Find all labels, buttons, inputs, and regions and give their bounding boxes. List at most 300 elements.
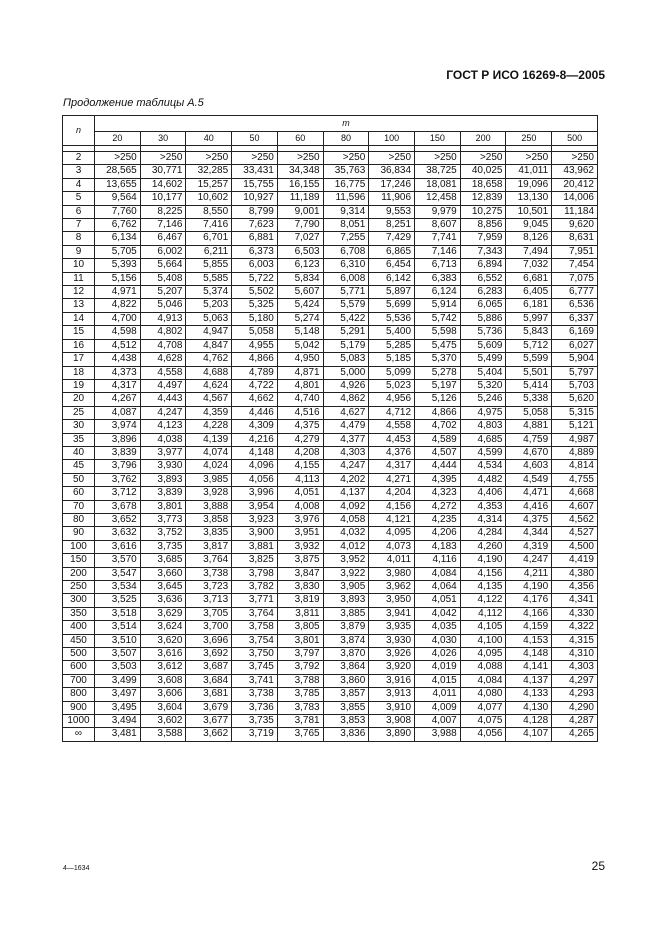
- table-row: [63, 205, 598, 218]
- table-row: [63, 420, 598, 433]
- value-cell: 4,482: [460, 473, 506, 486]
- value-cell: 4,759: [506, 433, 552, 446]
- table-row: [63, 433, 598, 446]
- value-cell: 4,315: [552, 634, 598, 647]
- n-value-cell: ∞: [63, 728, 95, 741]
- value-cell: 4,330: [552, 607, 598, 620]
- value-cell: 4,026: [415, 648, 461, 661]
- value-cell: 8,631: [552, 232, 598, 245]
- table-row: [63, 581, 598, 594]
- value-cell: 3,893: [140, 473, 186, 486]
- value-cell: 4,527: [552, 527, 598, 540]
- value-cell: 5,536: [369, 312, 415, 325]
- value-cell: 4,822: [95, 299, 141, 312]
- value-cell: 4,322: [552, 621, 598, 634]
- value-cell: 3,935: [369, 621, 415, 634]
- n-value-cell: 25: [63, 406, 95, 419]
- value-cell: 4,344: [506, 527, 552, 540]
- n-value-cell: 16: [63, 339, 95, 352]
- value-cell: 12,839: [460, 192, 506, 205]
- value-cell: 4,319: [506, 540, 552, 553]
- n-value-cell: 2: [63, 152, 95, 165]
- value-cell: 3,547: [95, 567, 141, 580]
- value-cell: 7,741: [415, 232, 461, 245]
- value-cell: 3,977: [140, 446, 186, 459]
- standard-designation: ГОСТ Р ИСО 16269-8—2005: [446, 68, 605, 82]
- value-cell: 3,913: [369, 688, 415, 701]
- value-cell: 5,325: [232, 299, 278, 312]
- value-cell: 32,285: [186, 165, 232, 178]
- value-cell: 3,736: [232, 701, 278, 714]
- value-cell: 5,121: [552, 420, 598, 433]
- table-row: [63, 366, 598, 379]
- value-cell: 6,467: [140, 232, 186, 245]
- n-value-cell: 12: [63, 286, 95, 299]
- value-cell: 4,135: [460, 581, 506, 594]
- value-cell: 28,565: [95, 165, 141, 178]
- value-cell: 3,870: [323, 648, 369, 661]
- value-cell: 4,190: [460, 554, 506, 567]
- value-cell: 5,834: [277, 272, 323, 285]
- value-cell: 3,497: [95, 688, 141, 701]
- value-cell: 3,534: [95, 581, 141, 594]
- n-value-cell: 70: [63, 500, 95, 513]
- table-row: [63, 152, 598, 165]
- value-cell: 3,636: [140, 594, 186, 607]
- value-cell: 3,962: [369, 581, 415, 594]
- value-cell: 4,284: [460, 527, 506, 540]
- value-cell: 4,323: [415, 487, 461, 500]
- value-cell: 5,502: [232, 286, 278, 299]
- value-cell: 4,042: [415, 607, 461, 620]
- value-cell: 3,922: [323, 567, 369, 580]
- m-column-header: 20: [95, 132, 141, 146]
- value-cell: 3,570: [95, 554, 141, 567]
- n-value-cell: 4: [63, 178, 95, 191]
- value-cell: 3,896: [95, 433, 141, 446]
- value-cell: 3,835: [186, 527, 232, 540]
- table-row: [63, 272, 598, 285]
- value-cell: 4,668: [552, 487, 598, 500]
- value-cell: 4,712: [369, 406, 415, 419]
- value-cell: 4,211: [506, 567, 552, 580]
- value-cell: 3,738: [186, 567, 232, 580]
- value-cell: 4,141: [506, 661, 552, 674]
- table-row: [63, 446, 598, 459]
- table-row: [63, 460, 598, 473]
- value-cell: 7,146: [140, 219, 186, 232]
- value-cell: 6,337: [552, 312, 598, 325]
- value-cell: 4,228: [186, 420, 232, 433]
- value-cell: 4,084: [460, 674, 506, 687]
- value-cell: 4,128: [506, 715, 552, 728]
- value-cell: 4,562: [552, 513, 598, 526]
- value-cell: 4,030: [415, 634, 461, 647]
- value-cell: 3,652: [95, 513, 141, 526]
- value-cell: 4,038: [140, 433, 186, 446]
- value-cell: 9,553: [369, 205, 415, 218]
- n-value-cell: 300: [63, 594, 95, 607]
- n-value-cell: 10: [63, 259, 95, 272]
- value-cell: 4,156: [460, 567, 506, 580]
- value-cell: 15,257: [186, 178, 232, 191]
- value-cell: 3,481: [95, 728, 141, 741]
- value-cell: 3,738: [232, 688, 278, 701]
- values-table: [62, 115, 598, 742]
- value-cell: 4,247: [140, 406, 186, 419]
- value-cell: 4,011: [415, 688, 461, 701]
- value-cell: 3,819: [277, 594, 323, 607]
- value-cell: 4,624: [186, 379, 232, 392]
- value-cell: 8,251: [369, 219, 415, 232]
- value-cell: 4,740: [277, 393, 323, 406]
- value-cell: 4,627: [323, 406, 369, 419]
- value-cell: 4,395: [415, 473, 461, 486]
- value-cell: 5,886: [460, 312, 506, 325]
- value-cell: 4,032: [323, 527, 369, 540]
- value-cell: 5,422: [323, 312, 369, 325]
- value-cell: 6,027: [552, 339, 598, 352]
- value-cell: 5,705: [95, 245, 141, 258]
- value-cell: 14,006: [552, 192, 598, 205]
- n-value-cell: 30: [63, 420, 95, 433]
- value-cell: 3,932: [277, 540, 323, 553]
- value-cell: 3,836: [323, 728, 369, 741]
- value-cell: 6,065: [460, 299, 506, 312]
- value-cell: 3,801: [140, 500, 186, 513]
- n-value-cell: 14: [63, 312, 95, 325]
- value-cell: >250: [323, 152, 369, 165]
- value-cell: 5,609: [460, 339, 506, 352]
- value-cell: 10,602: [186, 192, 232, 205]
- value-cell: 3,890: [369, 728, 415, 741]
- value-cell: 5,742: [415, 312, 461, 325]
- m-column-header: 500: [552, 132, 598, 146]
- n-value-cell: 7: [63, 219, 95, 232]
- value-cell: 3,764: [186, 554, 232, 567]
- value-cell: 10,927: [232, 192, 278, 205]
- value-cell: 3,765: [277, 728, 323, 741]
- table-row: [63, 621, 598, 634]
- value-cell: 3,783: [277, 701, 323, 714]
- value-cell: 4,077: [460, 701, 506, 714]
- value-cell: 3,798: [232, 567, 278, 580]
- value-cell: 3,685: [140, 554, 186, 567]
- value-cell: 3,976: [277, 513, 323, 526]
- value-cell: 4,260: [460, 540, 506, 553]
- value-cell: 4,074: [186, 446, 232, 459]
- value-cell: 3,604: [140, 701, 186, 714]
- n-value-cell: 1000: [63, 715, 95, 728]
- value-cell: 4,987: [552, 433, 598, 446]
- n-value-cell: 6: [63, 205, 95, 218]
- value-cell: 3,679: [186, 701, 232, 714]
- table-row: [63, 701, 598, 714]
- value-cell: 3,874: [323, 634, 369, 647]
- value-cell: 3,941: [369, 607, 415, 620]
- value-cell: 4,116: [415, 554, 461, 567]
- n-value-cell: 9: [63, 245, 95, 258]
- value-cell: 6,142: [369, 272, 415, 285]
- table-row: [63, 192, 598, 205]
- value-cell: 6,181: [506, 299, 552, 312]
- value-cell: 5,914: [415, 299, 461, 312]
- value-cell: 5,585: [186, 272, 232, 285]
- value-cell: 4,871: [277, 366, 323, 379]
- value-cell: 3,620: [140, 634, 186, 647]
- table-row: [63, 178, 598, 191]
- value-cell: 4,567: [186, 393, 232, 406]
- value-cell: 43,962: [552, 165, 598, 178]
- value-cell: 5,338: [506, 393, 552, 406]
- value-cell: 4,359: [186, 406, 232, 419]
- value-cell: 8,799: [232, 205, 278, 218]
- value-cell: 3,825: [232, 554, 278, 567]
- table-body: [63, 146, 598, 742]
- value-cell: 7,255: [323, 232, 369, 245]
- value-cell: 4,075: [460, 715, 506, 728]
- value-cell: 4,375: [506, 513, 552, 526]
- table-row: [63, 353, 598, 366]
- value-cell: 4,024: [186, 460, 232, 473]
- value-cell: 3,518: [95, 607, 141, 620]
- table-row: [63, 245, 598, 258]
- value-cell: 8,856: [460, 219, 506, 232]
- n-value-cell: 13: [63, 299, 95, 312]
- value-cell: 5,607: [277, 286, 323, 299]
- table-row: [63, 634, 598, 647]
- value-cell: 3,930: [369, 634, 415, 647]
- value-cell: 5,424: [277, 299, 323, 312]
- value-cell: 5,404: [460, 366, 506, 379]
- value-cell: 4,444: [415, 460, 461, 473]
- value-cell: 4,589: [415, 433, 461, 446]
- m-column-header: 40: [186, 132, 232, 146]
- value-cell: 8,126: [506, 232, 552, 245]
- value-cell: 4,356: [552, 581, 598, 594]
- n-value-cell: 90: [63, 527, 95, 540]
- value-cell: 36,834: [369, 165, 415, 178]
- value-cell: >250: [369, 152, 415, 165]
- table-row: [63, 648, 598, 661]
- value-cell: 35,763: [323, 165, 369, 178]
- value-cell: 4,271: [369, 473, 415, 486]
- value-cell: 4,862: [323, 393, 369, 406]
- value-cell: 4,015: [415, 674, 461, 687]
- value-cell: 4,471: [506, 487, 552, 500]
- value-cell: 4,123: [140, 420, 186, 433]
- value-cell: 3,881: [232, 540, 278, 553]
- value-cell: 4,095: [369, 527, 415, 540]
- value-cell: 4,607: [552, 500, 598, 513]
- value-cell: 4,881: [506, 420, 552, 433]
- value-cell: 4,058: [323, 513, 369, 526]
- value-cell: 3,700: [186, 621, 232, 634]
- value-cell: 4,303: [552, 661, 598, 674]
- table-row: [63, 259, 598, 272]
- value-cell: 5,408: [140, 272, 186, 285]
- value-cell: 6,211: [186, 245, 232, 258]
- value-cell: 4,438: [95, 353, 141, 366]
- value-cell: 4,297: [552, 674, 598, 687]
- value-cell: 3,764: [232, 607, 278, 620]
- value-cell: 3,612: [140, 661, 186, 674]
- value-cell: 4,373: [95, 366, 141, 379]
- n-value-cell: 600: [63, 661, 95, 674]
- table-row: [63, 339, 598, 352]
- value-cell: 5,315: [552, 406, 598, 419]
- n-value-cell: 450: [63, 634, 95, 647]
- m-group-header: m: [95, 116, 598, 132]
- value-cell: 11,906: [369, 192, 415, 205]
- value-cell: 3,681: [186, 688, 232, 701]
- value-cell: 5,185: [369, 353, 415, 366]
- value-cell: 4,166: [506, 607, 552, 620]
- value-cell: 3,773: [140, 513, 186, 526]
- value-cell: 9,564: [95, 192, 141, 205]
- value-cell: 4,341: [552, 594, 598, 607]
- value-cell: 10,177: [140, 192, 186, 205]
- value-cell: 4,204: [369, 487, 415, 500]
- value-cell: 3,905: [323, 581, 369, 594]
- value-cell: 18,658: [460, 178, 506, 191]
- value-cell: 4,247: [506, 554, 552, 567]
- value-cell: 3,719: [232, 728, 278, 741]
- value-cell: 4,084: [415, 567, 461, 580]
- value-cell: 3,926: [369, 648, 415, 661]
- value-cell: 4,500: [552, 540, 598, 553]
- value-cell: 4,153: [506, 634, 552, 647]
- value-cell: 12,458: [415, 192, 461, 205]
- value-cell: 3,951: [277, 527, 323, 540]
- value-cell: >250: [140, 152, 186, 165]
- value-cell: 4,956: [369, 393, 415, 406]
- value-cell: 3,616: [140, 648, 186, 661]
- value-cell: 3,893: [323, 594, 369, 607]
- m-column-header: 30: [140, 132, 186, 146]
- value-cell: 4,100: [460, 634, 506, 647]
- value-cell: 15,755: [232, 178, 278, 191]
- value-cell: 4,598: [95, 326, 141, 339]
- n-value-cell: 800: [63, 688, 95, 701]
- n-value-cell: 19: [63, 379, 95, 392]
- value-cell: 4,558: [369, 420, 415, 433]
- value-cell: 4,708: [140, 339, 186, 352]
- value-cell: 4,133: [506, 688, 552, 701]
- value-cell: 4,507: [415, 446, 461, 459]
- value-cell: 5,699: [369, 299, 415, 312]
- value-cell: 9,001: [277, 205, 323, 218]
- page-number: 25: [591, 859, 605, 873]
- value-cell: 4,380: [552, 567, 598, 580]
- value-cell: 4,443: [140, 393, 186, 406]
- value-cell: 4,549: [506, 473, 552, 486]
- value-cell: 5,997: [506, 312, 552, 325]
- value-cell: 4,662: [232, 393, 278, 406]
- value-cell: 4,051: [277, 487, 323, 500]
- value-cell: 4,375: [277, 420, 323, 433]
- value-cell: 3,687: [186, 661, 232, 674]
- value-cell: 6,003: [232, 259, 278, 272]
- value-cell: 3,950: [369, 594, 415, 607]
- value-cell: 4,628: [140, 353, 186, 366]
- value-cell: 4,603: [506, 460, 552, 473]
- table-caption: Продолжение таблицы А.5: [63, 97, 204, 109]
- value-cell: 4,247: [323, 460, 369, 473]
- value-cell: 4,512: [95, 339, 141, 352]
- value-cell: 5,904: [552, 353, 598, 366]
- value-cell: 8,550: [186, 205, 232, 218]
- value-cell: 4,889: [552, 446, 598, 459]
- value-cell: 3,996: [232, 487, 278, 500]
- table-row: [63, 527, 598, 540]
- value-cell: 4,926: [323, 379, 369, 392]
- value-cell: 40,025: [460, 165, 506, 178]
- table-row: [63, 487, 598, 500]
- value-cell: 3,503: [95, 661, 141, 674]
- value-cell: 19,096: [506, 178, 552, 191]
- value-cell: 3,750: [232, 648, 278, 661]
- value-cell: 5,599: [506, 353, 552, 366]
- value-cell: 5,722: [232, 272, 278, 285]
- value-cell: 5,063: [186, 312, 232, 325]
- value-cell: 14,602: [140, 178, 186, 191]
- value-cell: 11,189: [277, 192, 323, 205]
- table-row: [63, 513, 598, 526]
- value-cell: 5,246: [460, 393, 506, 406]
- value-cell: 8,051: [323, 219, 369, 232]
- value-cell: 16,155: [277, 178, 323, 191]
- value-cell: 5,058: [506, 406, 552, 419]
- value-cell: 4,272: [415, 500, 461, 513]
- value-cell: 3,678: [95, 500, 141, 513]
- table-row: [63, 715, 598, 728]
- n-value-cell: 35: [63, 433, 95, 446]
- value-cell: 4,012: [323, 540, 369, 553]
- value-cell: 4,310: [552, 648, 598, 661]
- value-cell: 4,019: [415, 661, 461, 674]
- value-cell: 5,797: [552, 366, 598, 379]
- value-cell: 3,616: [95, 540, 141, 553]
- value-cell: 4,087: [95, 406, 141, 419]
- value-cell: 3,741: [232, 674, 278, 687]
- value-cell: 4,156: [369, 500, 415, 513]
- value-cell: 3,762: [95, 473, 141, 486]
- value-cell: 5,712: [506, 339, 552, 352]
- value-cell: 4,950: [277, 353, 323, 366]
- table-row: [63, 540, 598, 553]
- n-value-cell: 15: [63, 326, 95, 339]
- value-cell: 4,096: [232, 460, 278, 473]
- value-cell: 38,725: [415, 165, 461, 178]
- value-cell: 4,688: [186, 366, 232, 379]
- value-cell: 4,137: [506, 674, 552, 687]
- value-cell: 4,416: [506, 500, 552, 513]
- value-cell: 4,148: [232, 446, 278, 459]
- table-row: [63, 286, 598, 299]
- value-cell: 5,414: [506, 379, 552, 392]
- value-cell: 5,370: [415, 353, 461, 366]
- value-cell: 13,130: [506, 192, 552, 205]
- value-cell: 9,045: [506, 219, 552, 232]
- value-cell: 6,503: [277, 245, 323, 258]
- table-row: [63, 232, 598, 245]
- value-cell: 4,105: [460, 621, 506, 634]
- value-cell: 3,923: [232, 513, 278, 526]
- table-row: [63, 567, 598, 580]
- value-cell: 3,602: [140, 715, 186, 728]
- value-cell: 3,985: [186, 473, 232, 486]
